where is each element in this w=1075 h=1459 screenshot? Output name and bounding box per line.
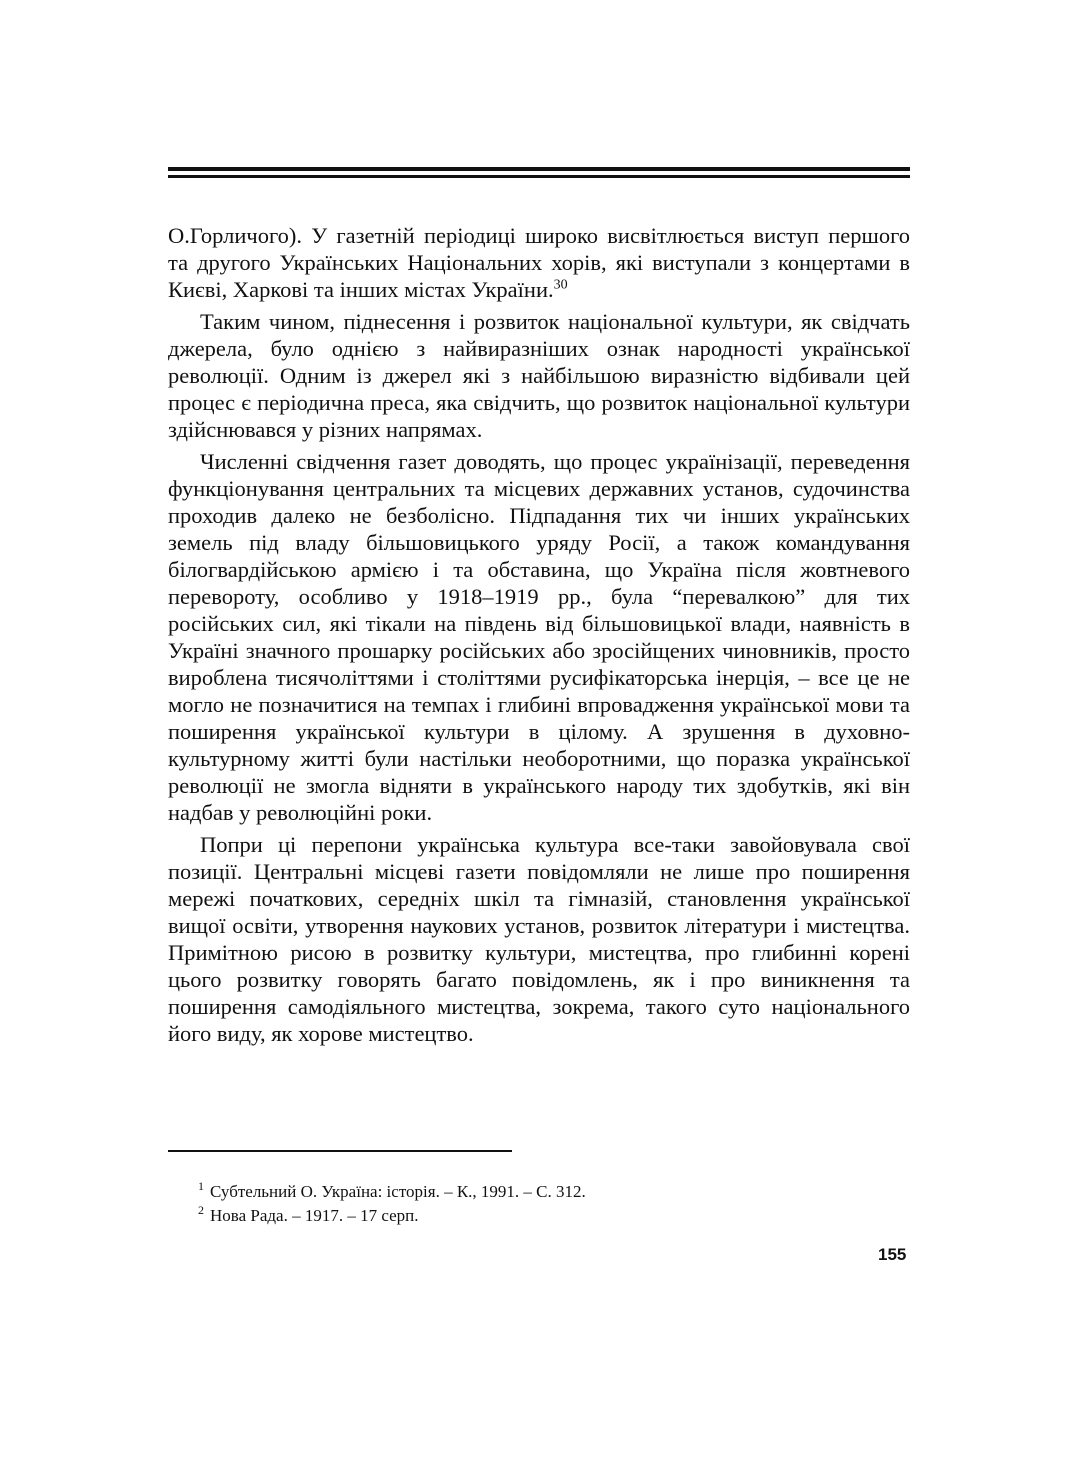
page-number: 155 (878, 1245, 907, 1264)
footnote-separator (168, 1150, 512, 1152)
body-text (168, 222, 910, 1047)
paragraph-4: Попри ці перепони українська культура все-таки завойовувала свої позиції. Центральні місцеві газети повідомляли не лише про поширення мережі початкових, середніх шкіл та гімназій, становлення української вищої освіти, утворення наукових установ, розвиток літератури і мистецтва. Примітною рисою в розвитку культури, мистецтва, про глибинні корені цього розвитку говорять багато повідомлень, як і про виникнення та поширення самодіяльного мистецтва, зокрема, такого суто національного його виду, як хорове мистецтво. (168, 832, 910, 1046)
paragraph-2: Таким чином, піднесення і розвиток національної культури, як свідчать джерела, було однією з найвиразніших ознак народності української революції. Одним із джерел які з найбільшою виразністю відбивали цей процес є періодична преса, яка свідчить, що розвиток національної культури здійснювався у різних напрямах. (168, 309, 910, 442)
paragraph-1 (168, 222, 910, 303)
footnote-2 (198, 1204, 898, 1228)
footnotes (198, 1180, 898, 1228)
header-rule-thin (168, 175, 910, 178)
paragraph-1-text: О.Горличого). У газетній періодиці широко висвітлюється виступ першого та другого Українських Національних хорів, які виступали з концертами в Києві, Харкові та інших містах України. (168, 223, 910, 302)
footnote-1-text: Субтельний О. Україна: історія. – К., 1991. – С. 312. (210, 1182, 586, 1201)
footnote-2-number: 2 (198, 1203, 204, 1218)
footnote-1 (198, 1180, 898, 1204)
footnote-ref-30: 30 (553, 277, 568, 293)
header-rule-thick (168, 167, 910, 171)
footnote-2-text: Нова Рада. – 1917. – 17 серп. (210, 1206, 419, 1225)
paragraph-3: Численні свідчення газет доводять, що процес українізації, переведення функціонування центральних та місцевих державних установ, судочинства проходив далеко не безболісно. Підпадання тих чи інших українських земель під владу більшовицького уряду Росії, а також командування білогвардійською армією і та обставина, що Україна після жовтневого перевороту, особливо у 1918–1919 рр., була “перевалкою” для тих російських сил, які тікали на південь від більшовицької влади, наявність в Україні значного прошарку російських або зросійщених чиновників, просто вироблена тисячоліттями і століттями русифікаторська інерція, – все це не могло не позначитися на темпах і глибині впровадження української мови та поширення української культури в цілому. А зрушення в духовно-культурному житті були настільки необоротними, що поразка української революції не змогла відняти в українського народу тих здобутків, які він надбав у революційні роки. (168, 449, 910, 825)
footnote-1-number: 1 (198, 1179, 204, 1194)
